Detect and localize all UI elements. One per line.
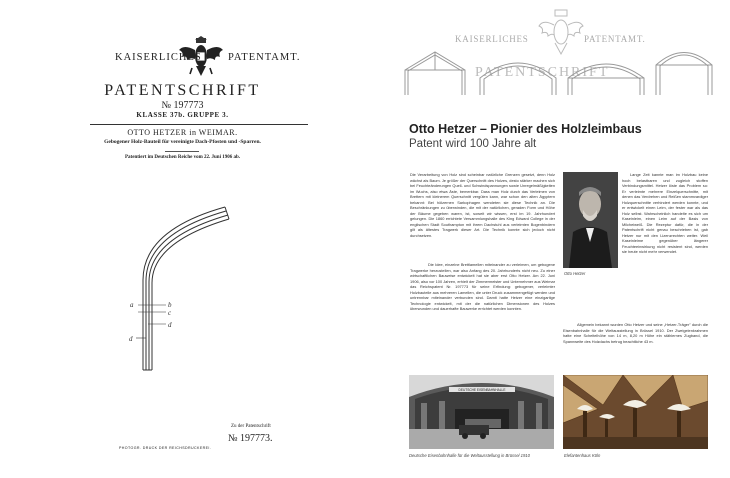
office-left: KAISERLICHES <box>115 52 202 63</box>
portrait-caption: Otto Hetzer <box>564 271 586 276</box>
ghost-office-right: PATENTAMT. <box>584 34 646 44</box>
article-paragraph-3: Lange Zeit kannte man im Holzbau keine hoch belastbaren und zugleich stoffen Verbindungsmittel. Hetzer löste das Problem so: Er verleimte mehrere Einzelquerschnitte, mit denen das Verdrehen und Reißen stammvardiger Holzquerschnitte verhindert werden konnte, und er entwickelt einen Leim, der fester war als das Holz selbst. Wahrscheinlich handelte es sich um Kaseinleim, einen Leim auf der Basis von Milcheiweiß. Die Rezeptur dafür, die in der Patentschrift nicht genau beschrieben ist, gab Hetzer nur mit den Lizenzrechten weiter. Weil Kaseinleime gegenüber längerer Feuchteeinwirkung nicht resistent sind, werden sie heute nicht mehr verwendet. <box>622 172 708 254</box>
patent-number: № 197773 <box>161 100 204 111</box>
elephant-house-photo <box>563 375 708 449</box>
article-paragraph-4: Allgemein bekannt wurden Otto Hetzer und seine „Hetzer-Träger" durch die Eisenbahnhalle für die Weltausstellung in Brüssel 1910. Der Zweigelenkrahmen hatte eine Scheitelhöhe von 14 m, 8,20 m Höhe ein stählernes Zugband, die Spannweite des Holzdachs betrug beachtliche 43 m. <box>563 322 708 344</box>
portrait-photo <box>563 172 618 268</box>
footer-number: № 197773. <box>228 433 273 444</box>
elephant-house-caption: Elefantenhaus Köln <box>564 453 601 458</box>
article-paragraph-1: Die Verarbeitung von Holz sind scheinbar natürliche Grenzen gesetzt, denn Holz wächst als Baum. Je größer der Querschnitt des Holzes, desto stärker machen sich bei Feuchteänderungen Quell- und Schwindspannungen sowie Unregelmäßigkeiten im Wuchs, also etwa Äste, bemerkbar. Dass man Holz durch das Verleimen von Brettern mit kleinerem Querschnitt vergüten kann, war schon den alten Ägyptern bekannt: Bei hölzernen Sarkophagen wendeten sie diese Technik an. Die Beschränkungen zu überwinden, die mit der natürlichen, geraden Form und Höhe der Bäume gegeben waren, ist, soweit wir wissen, erst im 19. Jahrhundert gelungen. Die 1860 errichtete Versammlungshalle des King Edward College in der englischen Stadt Southampton mit ihrem Dachstuhl aus verleimten Bogenbindern gilt als ältestes Tragwerk dieser Art. Die Technik konnte sich jedoch nicht durchsetzen. <box>410 172 555 238</box>
inventor: OTTO HETZER in WEIMAR. <box>127 128 238 137</box>
divider <box>165 151 199 152</box>
patent-class: KLASSE 37b. GRUPPE 3. <box>136 111 229 119</box>
label-c: c <box>168 309 172 317</box>
patent-title: PATENTSCHRIFT <box>104 82 261 99</box>
ghost-frame-drawings <box>400 40 725 100</box>
divider <box>90 124 308 125</box>
label-d-2: d <box>129 335 133 343</box>
office-right: PATENTAMT. <box>228 52 301 63</box>
ghost-office-left: KAISERLICHES <box>455 34 529 44</box>
article-paragraph-2: Die Idee, einzelne Brettlamellen miteinander zu verleimen, um gebogene Tragwerke herzustellen, war also Anfang des 20. Jahrhunderts nicht neu. Zu einer wirtschaftlichen Bauweise entwickelt hat sie aber erst Otto Hetzer. Am 22. Juni 1906, also vor 100 Jahren, erhielt der Zimmermeister und Unternehmer aus Weimar das Reichspatent Nr. 197773 für seine Erfindung: gebogener, verleimter Holzbauteile aus mehreren Lamellen, die unter Druck zusammengefügt werden und untrennbar miteinander verbunden sind. Damit hatte Hetzer eine einzigartige Technologie entwickelt, mit der die natürlichen Dimensionen des Holzes überwunden und dauerhafte Bauwerke errichtet werden konnten. <box>410 262 555 311</box>
printer-note: PHOTOGR. DRUCK DER REICHSDRUCKEREI. <box>119 446 212 450</box>
footer-note: Zu der Patentschrift <box>231 424 271 429</box>
article-subheading: Patent wird 100 Jahre alt <box>409 138 537 150</box>
label-a: a <box>130 301 134 309</box>
label-d: d <box>168 321 172 329</box>
patent-subject: Gebogener Holz-Bauteil für vereinigte Dach-Pfosten und -Sparren. <box>104 139 261 145</box>
article-heading: Otto Hetzer – Pionier des Holzleimbaus <box>409 122 642 136</box>
patent-date: Patentiert im Deutschen Reiche vom 22. Juni 1906 ab. <box>125 155 240 160</box>
bent-beam-drawing <box>110 205 240 380</box>
railway-hall-photo <box>409 375 554 449</box>
ghost-title: PATENTSCHRIFT <box>475 65 610 80</box>
hall-sign: DEUTSCHE EISENBAHNHALLE <box>458 388 506 392</box>
label-b: b <box>168 301 172 309</box>
railway-hall-caption: Deutsche Eisenbahnhalle für die Weltausstellung in Brüssel 1910 <box>409 453 530 458</box>
